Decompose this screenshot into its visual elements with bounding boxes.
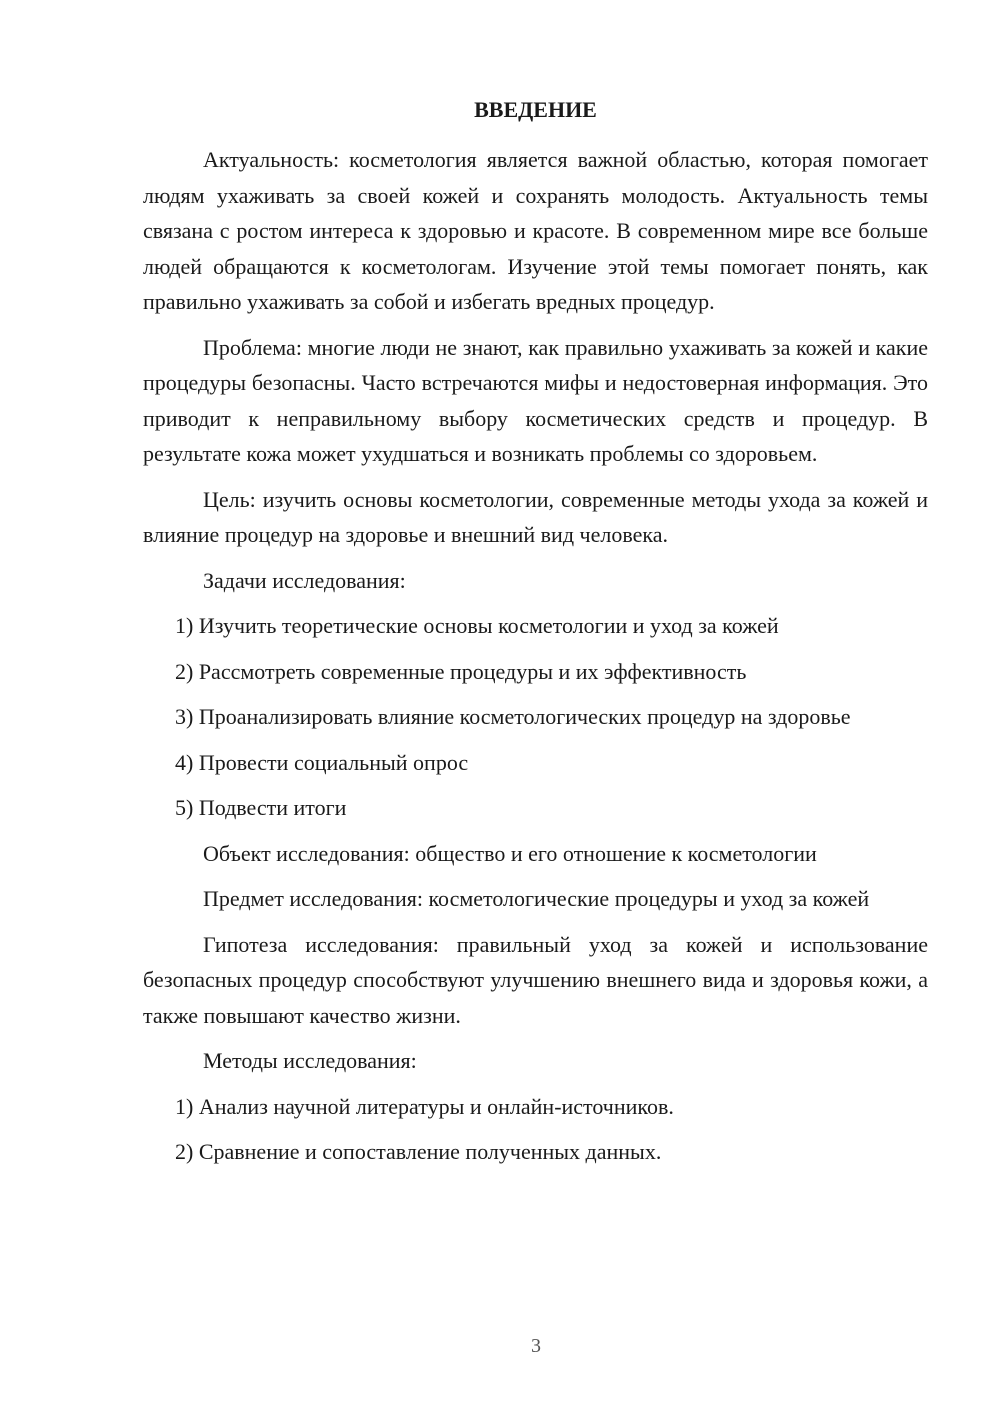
document-body: [143, 142, 928, 1180]
method-item: 1) Анализ научной литературы и онлайн-источников.: [175, 1093, 674, 1119]
page-title: ВВЕДЕНИЕ: [474, 97, 597, 122]
relevance-paragraph: Актуальность: косметология является важной областью, которая помогает людям ухаживать за своей кожей и сохранять молодость. Актуальность темы связана с ростом интереса к здоровью и красоте. В современном мире все больше людей обращаются к косметологам. Изучение этой темы помогает понять, как правильно ухаживать за собой и избегать вредных процедур.: [143, 147, 928, 314]
tasks-heading: Задачи исследования:: [203, 567, 406, 593]
page-number: 3: [531, 1335, 541, 1357]
task-item: 2) Рассмотреть современные процедуры и их эффективность: [175, 658, 747, 684]
problem-paragraph: Проблема: многие люди не знают, как правильно ухаживать за кожей и какие процедуры безопасны. Часто встречаются мифы и недостоверная информация. Это приводит к неправильному выбору косметических средств и процедур. В результате кожа может ухудшаться и возникать проблемы со здоровьем.: [143, 334, 928, 466]
task-item: 3) Проанализировать влияние косметологических процедур на здоровье: [175, 704, 851, 729]
hypothesis-paragraph: Гипотеза исследования: правильный уход за кожей и использование безопасных процедур способствуют улучшению внешнего вида и здоровья кожи, а также повышают качество жизни.: [143, 931, 928, 1028]
task-item: 1) Изучить теоретические основы косметологии и уход за кожей: [175, 613, 779, 638]
method-item: 2) Сравнение и сопоставление полученных данных.: [175, 1139, 662, 1164]
task-item: 4) Провести социальный опрос: [175, 749, 469, 775]
task-item: 5) Подвести итоги: [175, 795, 347, 820]
object-paragraph: Объект исследования: общество и его отношение к косметологии: [203, 840, 817, 866]
methods-heading: Методы исследования:: [203, 1048, 417, 1073]
goal-paragraph: Цель: изучить основы косметологии, современные методы ухода за кожей и влияние процедур на здоровье и внешний вид человека.: [143, 486, 928, 547]
subject-paragraph: Предмет исследования: косметологические процедуры и уход за кожей: [203, 886, 870, 911]
